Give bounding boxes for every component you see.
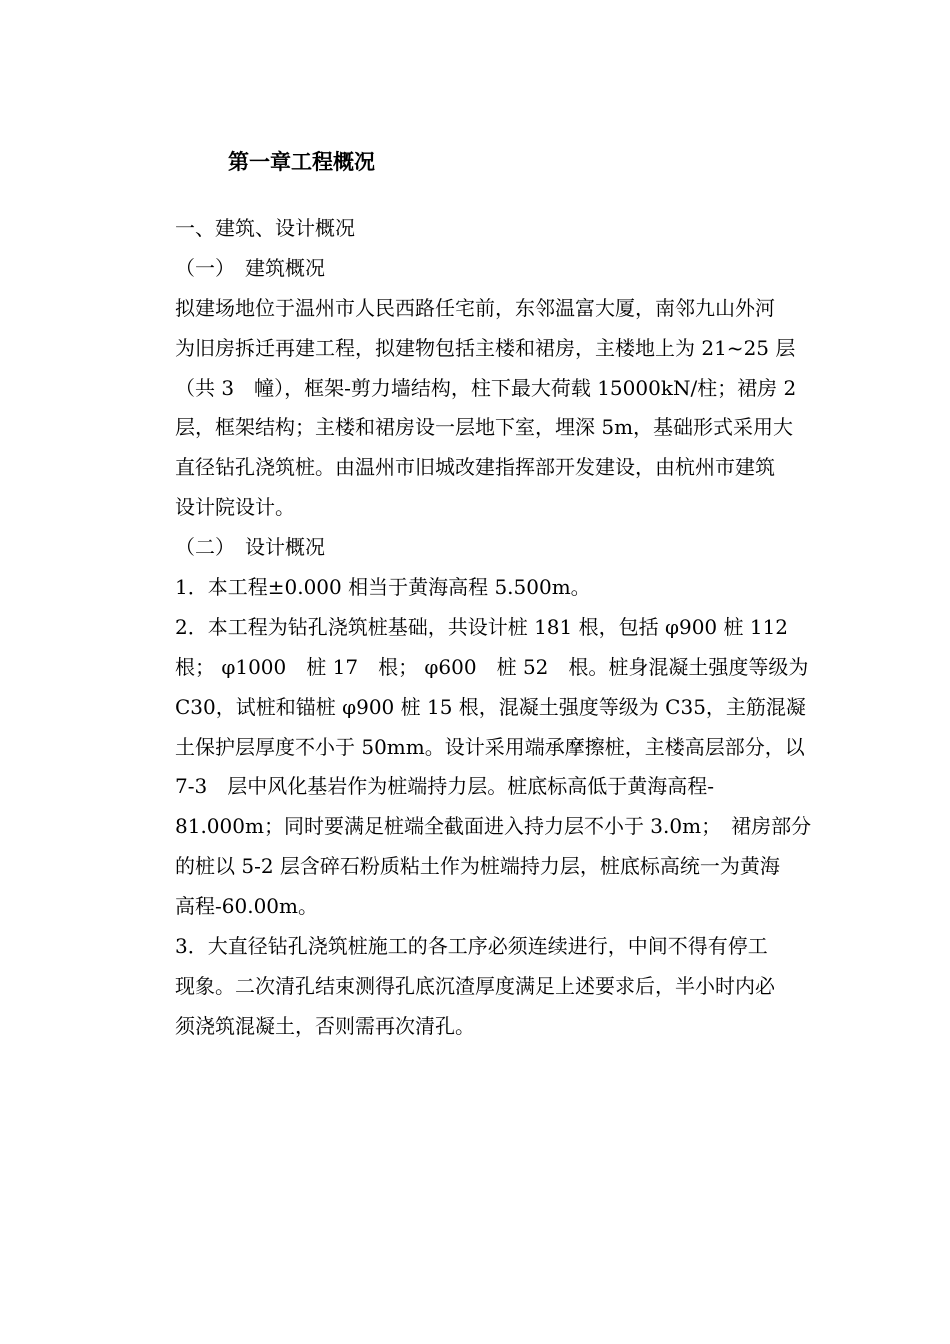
list-item-3: 3．大直径钻孔浇筑桩施工的各工序必须连续进行，中间不得有停工 [175, 934, 768, 959]
paragraph-line: C30，试桩和锚桩 φ900 桩 15 根，混凝土强度等级为 C35，主筋混凝 [175, 694, 806, 719]
paragraph-line: 高程-60.00m。 [175, 894, 318, 919]
paragraph-line: 81.000m；同时要满足桩端全截面进入持力层不小于 3.0m； 裙房部分 [175, 814, 812, 839]
paragraph-line: 7-3 层中风化基岩作为桩端持力层。桩底标高低于黄海高程- [175, 774, 714, 799]
paragraph-line: （共 3 幢），框架-剪力墙结构，柱下最大荷载 15000kN/柱；裙房 2 [175, 375, 797, 400]
paragraph-line: 为旧房拆迁再建工程，拟建物包括主楼和裙房，主楼地上为 21~25 层 [175, 335, 796, 360]
paragraph-line: 土保护层厚度不小于 50mm。设计采用端承摩擦桩，主楼高层部分，以 [175, 734, 805, 759]
paragraph-line: 的桩以 5-2 层含碎石粉质粘土作为桩端持力层，桩底标高统一为黄海 [175, 854, 780, 879]
paragraph-line: 拟建场地位于温州市人民西路任宅前，东邻温富大厦，南邻九山外河 [175, 295, 775, 320]
paragraph-line: 设计院设计。 [175, 495, 295, 520]
body-text [175, 209, 855, 1047]
paragraph-line: 层，框架结构；主楼和裙房设一层地下室，埋深 5m，基础形式采用大 [175, 415, 794, 440]
paragraph-line: 直径钻孔浇筑桩。由温州市旧城改建指挥部开发建设，由杭州市建筑 [175, 455, 775, 480]
paragraph-line: 根； φ1000 桩 17 根； φ600 桩 52 根。桩身混凝土强度等级为 [175, 654, 809, 679]
list-item-2: 2．本工程为钻孔浇筑桩基础，共设计桩 181 根，包括 φ900 桩 112 [175, 614, 789, 639]
paragraph-line: 现象。二次清孔结束测得孔底沉渣厚度满足上述要求后，半小时内必 [175, 973, 775, 998]
paragraph-line: 须浇筑混凝土，否则需再次清孔。 [175, 1013, 475, 1038]
subsection-heading-building: （一） 建筑概况 [175, 255, 325, 280]
list-item-1: 1．本工程±0.000 相当于黄海高程 5.500m。 [175, 575, 591, 600]
section-heading-1: 一、建筑、设计概况 [175, 216, 355, 240]
chapter-title: 第一章工程概况 [228, 150, 375, 174]
subsection-heading-design: （二） 设计概况 [175, 535, 325, 560]
